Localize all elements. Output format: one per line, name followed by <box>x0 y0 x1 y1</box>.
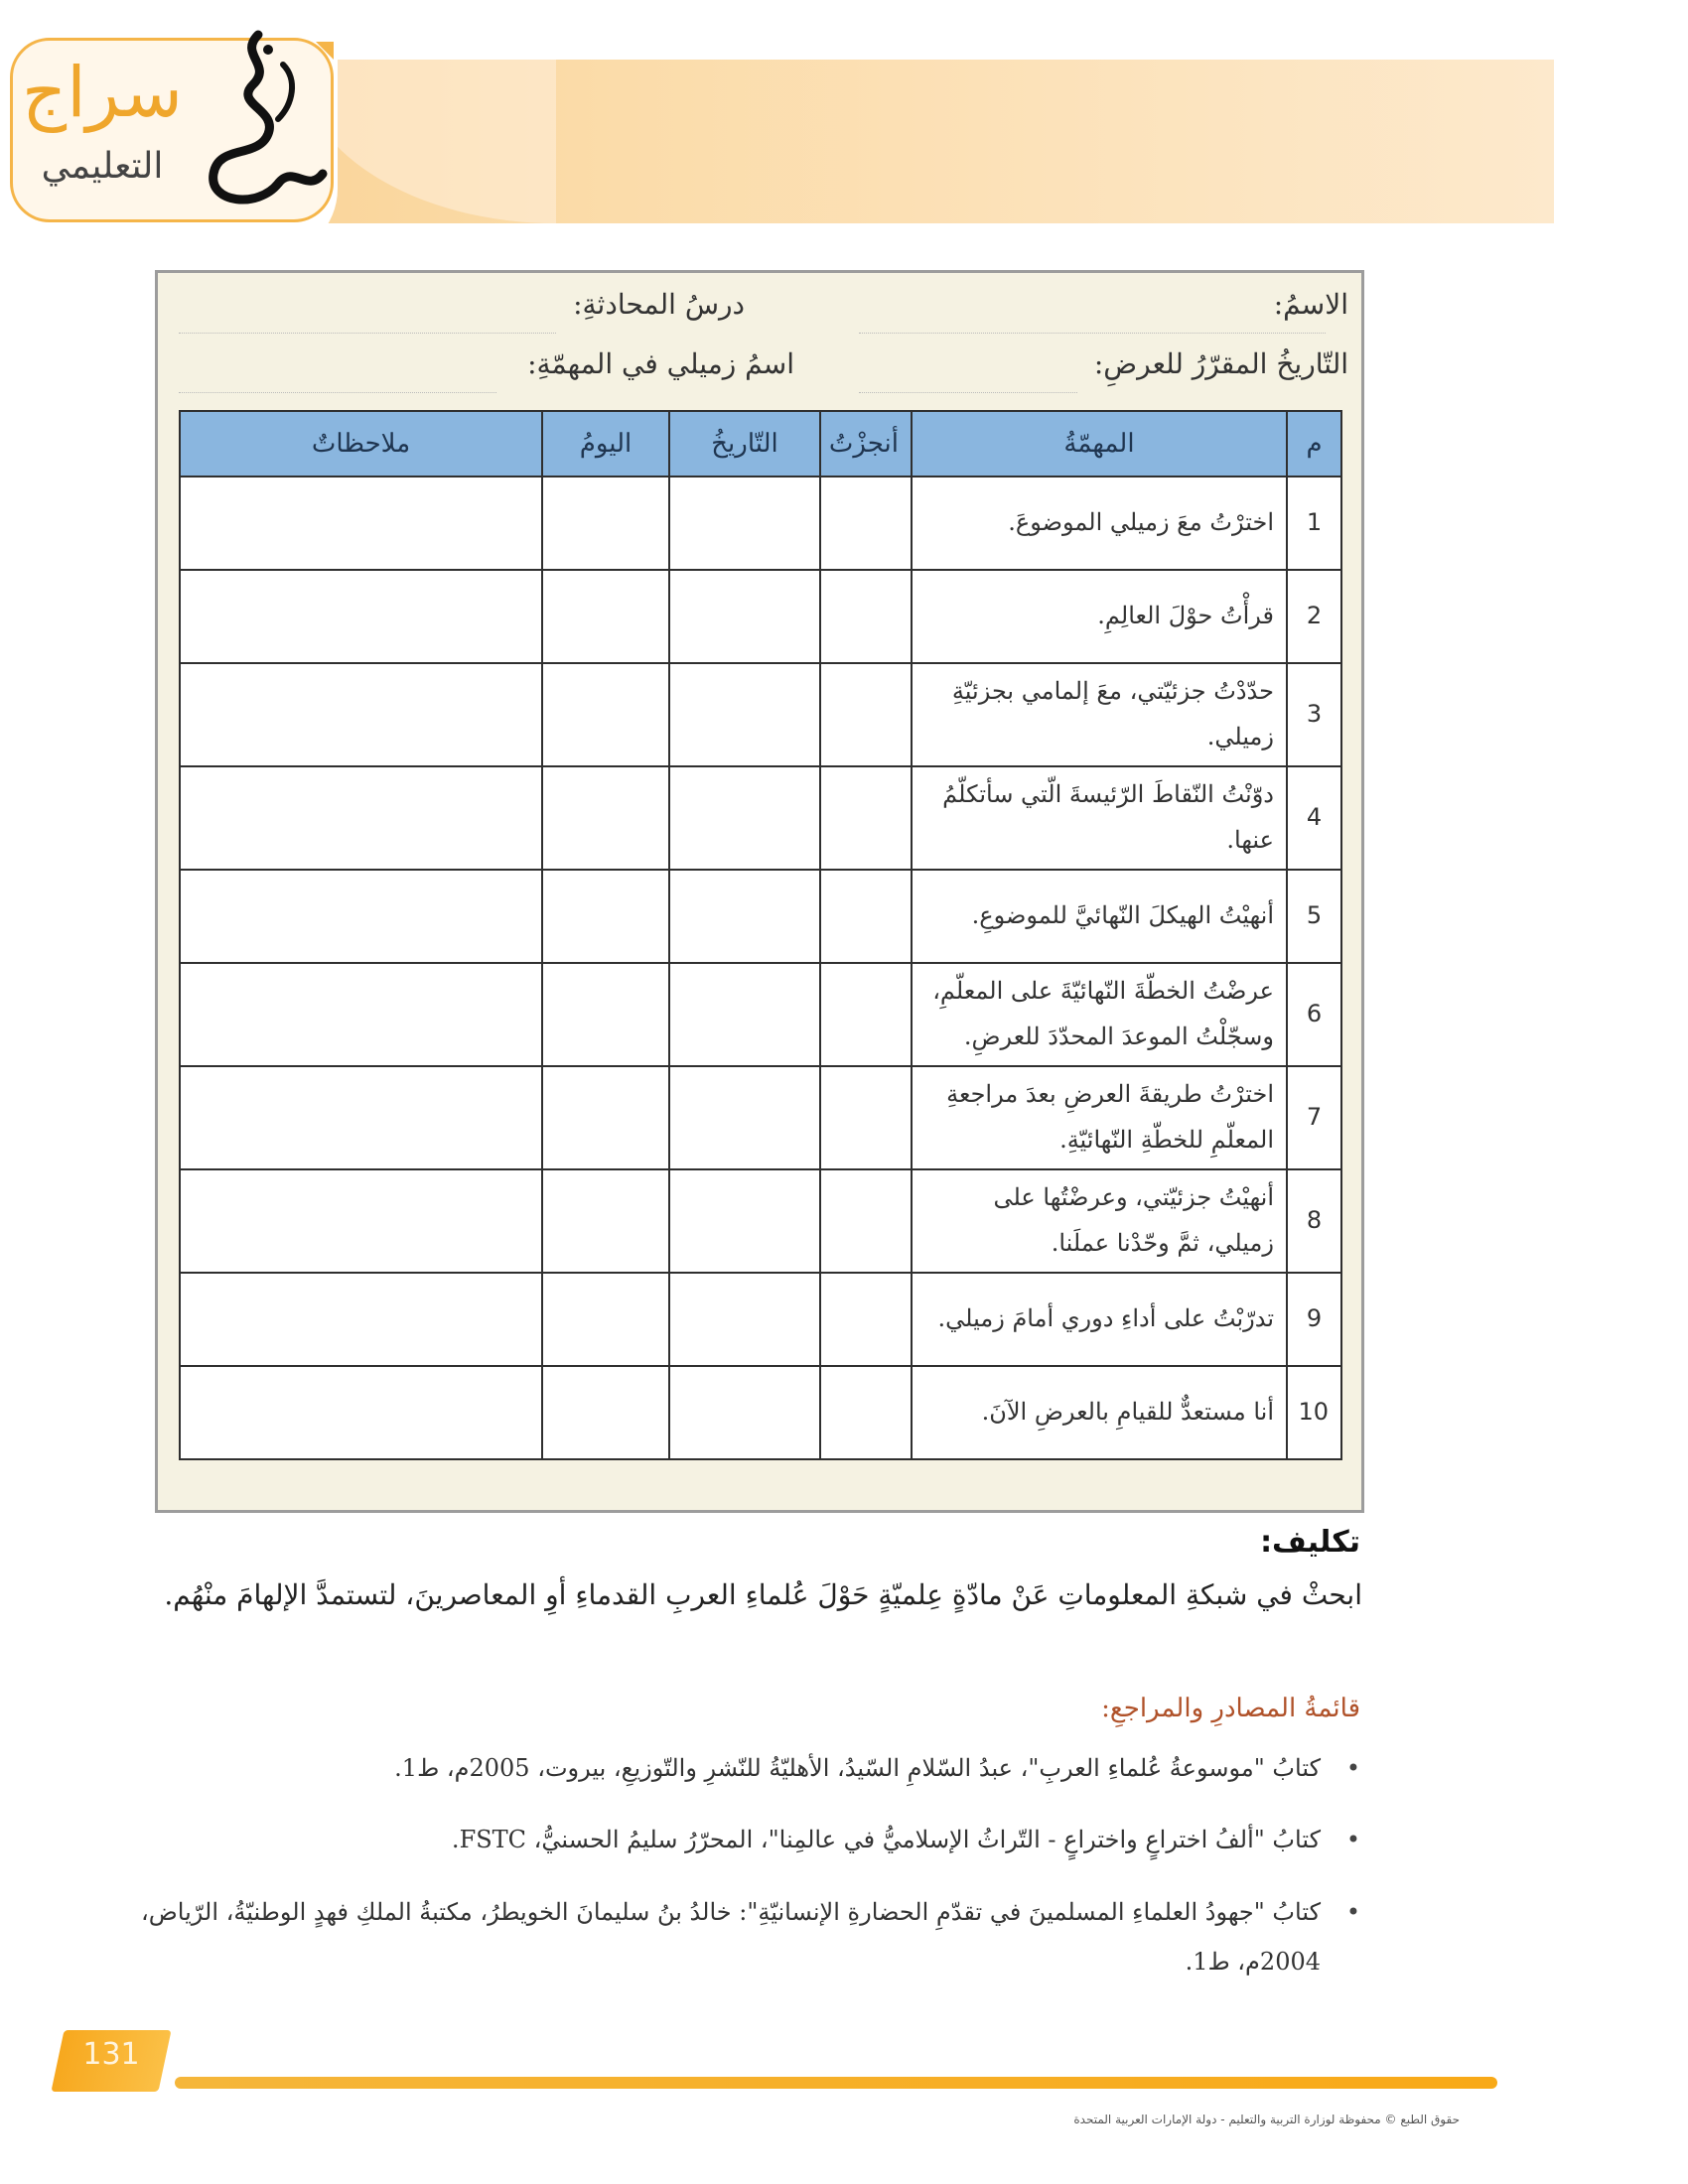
day-cell[interactable] <box>542 963 669 1066</box>
date-cell[interactable] <box>669 870 820 963</box>
row-number: 2 <box>1287 570 1341 663</box>
name-label: الاسمُ: <box>1273 288 1348 321</box>
date-cell[interactable] <box>669 1366 820 1459</box>
table-row <box>180 570 1341 663</box>
day-cell[interactable] <box>542 1366 669 1459</box>
partner-name-label: اسمُ زميلي في المهمّةِ: <box>527 347 794 380</box>
row-number: 10 <box>1287 1366 1341 1459</box>
header-done: أنجزْتُ <box>820 411 912 477</box>
header-task: المهمّةُ <box>912 411 1287 477</box>
task-text: اخترْتُ طريقةَ العرضِ بعدَ مراجعةِ المعلّمِ للخطّةِ النّهائيّةِ. <box>912 1066 1287 1169</box>
calligraphy-logo-icon <box>199 25 333 218</box>
notes-cell[interactable] <box>180 766 542 870</box>
done-cell[interactable] <box>820 963 912 1066</box>
date-cell[interactable] <box>669 766 820 870</box>
task-text: أنهيْتُ جزئيّتي، وعرضْتُها على زميلي، ثمَّ وحّدْنا عملَنا. <box>912 1169 1287 1273</box>
table-row <box>180 1273 1341 1366</box>
table-row <box>180 663 1341 766</box>
reference-item: • كتابُ "موسوعةُ عُلماءِ العربِ"، عبدُ السّلامِ السّيدُ، الأهليّةُ للنّشرِ والتّوزيعِ، بيروت، 2005م، ط1. <box>109 1743 1321 1793</box>
task-text: دوّنْتُ النّقاطَ الرّئيسةَ الّتي سأتكلّمُ عنها. <box>912 766 1287 870</box>
done-cell[interactable] <box>820 477 912 570</box>
task-table <box>179 410 1342 1460</box>
notes-cell[interactable] <box>180 870 542 963</box>
references-title: قائمةُ المصادرِ والمراجعِ: <box>1101 1694 1360 1723</box>
day-cell[interactable] <box>542 1169 669 1273</box>
notes-cell[interactable] <box>180 477 542 570</box>
name-field[interactable] <box>859 333 1326 334</box>
copyright-note: حقوق الطبع © محفوظة لوزارة التربية والتعليم - دولة الإمارات العربية المتحدة <box>1073 2113 1460 2126</box>
notes-cell[interactable] <box>180 963 542 1066</box>
notes-cell[interactable] <box>180 1366 542 1459</box>
task-text: قرأْتُ حوْلَ العالِمِ. <box>912 570 1287 663</box>
done-cell[interactable] <box>820 1273 912 1366</box>
day-cell[interactable] <box>542 663 669 766</box>
table-row <box>180 1366 1341 1459</box>
date-cell[interactable] <box>669 1066 820 1169</box>
table-row <box>180 477 1341 570</box>
day-cell[interactable] <box>542 1066 669 1169</box>
task-text: أنهيْتُ الهيكلَ النّهائيَّ للموضوعِ. <box>912 870 1287 963</box>
row-number: 5 <box>1287 870 1341 963</box>
logo-wordmark: سراج <box>22 52 183 133</box>
done-cell[interactable] <box>820 1066 912 1169</box>
notes-cell[interactable] <box>180 1273 542 1366</box>
done-cell[interactable] <box>820 870 912 963</box>
row-number: 4 <box>1287 766 1341 870</box>
table-header-row <box>180 411 1341 477</box>
day-cell[interactable] <box>542 870 669 963</box>
date-cell[interactable] <box>669 1273 820 1366</box>
row-number: 8 <box>1287 1169 1341 1273</box>
task-text: عرضْتُ الخطّةَ النّهائيّةَ على المعلّمِ، وسجّلْتُ الموعدَ المحدّدَ للعرضِ. <box>912 963 1287 1066</box>
date-cell[interactable] <box>669 963 820 1066</box>
row-number: 1 <box>1287 477 1341 570</box>
done-cell[interactable] <box>820 1169 912 1273</box>
date-cell[interactable] <box>669 1169 820 1273</box>
header-day: اليومُ <box>542 411 669 477</box>
date-cell[interactable] <box>669 663 820 766</box>
page-number: 131 <box>82 2037 140 2072</box>
day-cell[interactable] <box>542 570 669 663</box>
notes-cell[interactable] <box>180 1169 542 1273</box>
table-row <box>180 1169 1341 1273</box>
lesson-label: درسُ المحادثةِ: <box>573 288 745 321</box>
table-row <box>180 870 1341 963</box>
reference-item: • كتابُ "ألفُ اختراعٍ واختراعٍ - التّراثُ الإسلاميُّ في عالمِنا"، المحرّرُ سليمُ الحسنيُّ، FSTC. <box>109 1815 1321 1864</box>
header-notes: ملاحظاتٌ <box>180 411 542 477</box>
header-date: التّاريخُ <box>669 411 820 477</box>
reference-item: • كتابُ "جهودُ العلماءِ المسلمينَ في تقدّمِ الحضارةِ الإنسانيّةِ": خالدُ بنُ سليمانَ الخويطرُ، مكتبةُ الملكِ فهدٍ الوطنيّةُ، الرّياض، 2004م، ط1. <box>109 1887 1321 1987</box>
date-cell[interactable] <box>669 570 820 663</box>
presentation-date-label: التّاريخُ المقرّرُ للعرضِ: <box>1093 347 1348 380</box>
day-cell[interactable] <box>542 477 669 570</box>
assignment-text: ابحثْ في شبكةِ المعلوماتِ عَنْ مادّةٍ عِلميّةٍ حَوْلَ عُلماءِ العربِ القدماءِ أوِ المعاصرينَ، لتستمدَّ الإلهامَ منْهُم. <box>164 1578 1362 1611</box>
day-cell[interactable] <box>542 1273 669 1366</box>
row-number: 9 <box>1287 1273 1341 1366</box>
done-cell[interactable] <box>820 663 912 766</box>
notes-cell[interactable] <box>180 1066 542 1169</box>
references-list <box>109 1743 1360 2009</box>
day-cell[interactable] <box>542 766 669 870</box>
table-row <box>180 963 1341 1066</box>
task-text: أنا مستعدٌّ للقيامِ بالعرضِ الآنَ. <box>912 1366 1287 1459</box>
table-row <box>180 1066 1341 1169</box>
notes-cell[interactable] <box>180 663 542 766</box>
table-row <box>180 766 1341 870</box>
logo-subtitle: التعليمي <box>41 146 164 187</box>
row-number: 3 <box>1287 663 1341 766</box>
row-number: 7 <box>1287 1066 1341 1169</box>
done-cell[interactable] <box>820 570 912 663</box>
lesson-field[interactable] <box>179 333 556 334</box>
date-cell[interactable] <box>669 477 820 570</box>
task-text: حدّدْتُ جزئيّتي، معَ إلمامي بجزئيّةِ زميلي. <box>912 663 1287 766</box>
header-number: م <box>1287 411 1341 477</box>
assignment-title: تكليف: <box>1260 1525 1360 1560</box>
footer-bar <box>175 2077 1497 2089</box>
done-cell[interactable] <box>820 766 912 870</box>
row-number: 6 <box>1287 963 1341 1066</box>
notes-cell[interactable] <box>180 570 542 663</box>
task-text: اخترْتُ معَ زميلي الموضوعَ. <box>912 477 1287 570</box>
done-cell[interactable] <box>820 1366 912 1459</box>
task-text: تدرّبْتُ على أداءِ دوري أمامَ زميلي. <box>912 1273 1287 1366</box>
presentation-date-field[interactable] <box>859 392 1077 393</box>
partner-name-field[interactable] <box>179 392 496 393</box>
